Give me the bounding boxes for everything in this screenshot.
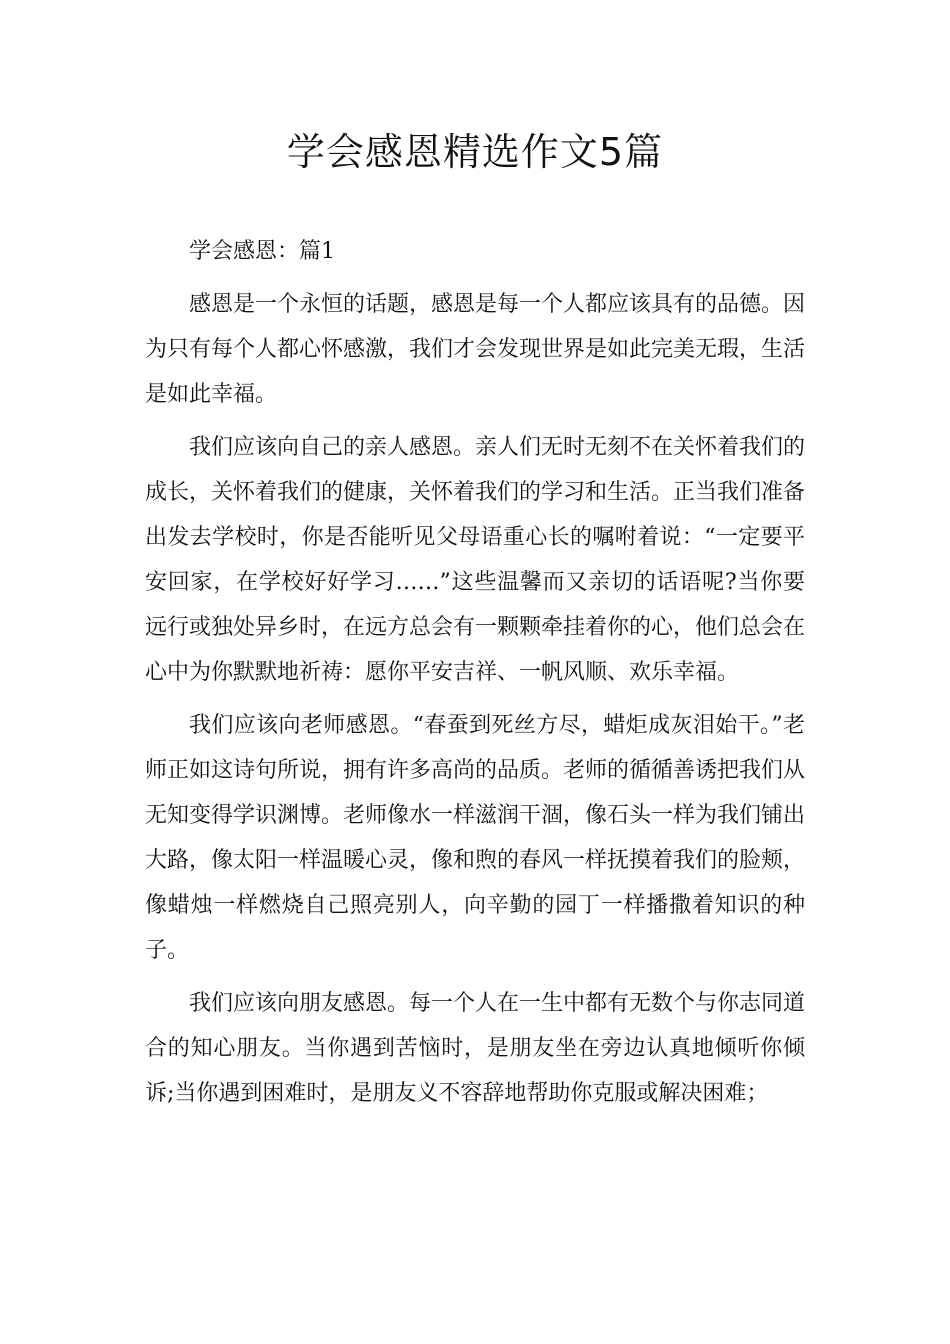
document-title: 学会感恩精选作文5篇 bbox=[286, 130, 664, 174]
paragraph-teacher: 我们应该向老师感恩。“春蚕到死丝方尽，蜡炬成灰泪始干。”老师正如这诗句所说，拥有许多高尚的品质。老师的循循善诱把我们从无知变得学识渊博。老师像水一样滋润干涸，像石头一样为我们铺出大路，像太阳一样温暖心灵，像和煦的春风一样抚摸着我们的脸颊，像蜡烛一样燃烧自己照亮别人，向辛勤的园丁一样播撒着知识的种子。 bbox=[145, 713, 806, 963]
section-heading: 学会感恩：篇1 bbox=[189, 239, 335, 264]
paragraph-intro: 感恩是一个永恒的话题，感恩是每一个人都应该具有的品德。因为只有每个人都心怀感激，我们才会发现世界是如此完美无瑕，生活是如此幸福。 bbox=[145, 292, 806, 407]
document-body bbox=[145, 229, 805, 1124]
paragraph-friends: 我们应该向朋友感恩。每一个人在一生中都有无数个与你志同道合的知心朋友。当你遇到苦恼时，是朋友坐在旁边认真地倾听你倾诉;当你遇到困难时，是朋友义不容辞地帮助你克服或解决困难； bbox=[145, 991, 806, 1106]
paragraph-family: 我们应该向自己的亲人感恩。亲人们无时无刻不在关怀着我们的成长，关怀着我们的健康，关怀着我们的学习和生活。正当我们准备出发去学校时，你是否能听见父母语重心长的嘱咐着说：“一定要平安回家，在学校好好学习……”这些温馨而又亲切的话语呢?当你要远行或独处异乡时，在远方总会有一颗颗牵挂着你的心，他们总会在心中为你默默地祈祷：愿你平安吉祥、一帆风顺、欢乐幸福。 bbox=[145, 435, 806, 685]
